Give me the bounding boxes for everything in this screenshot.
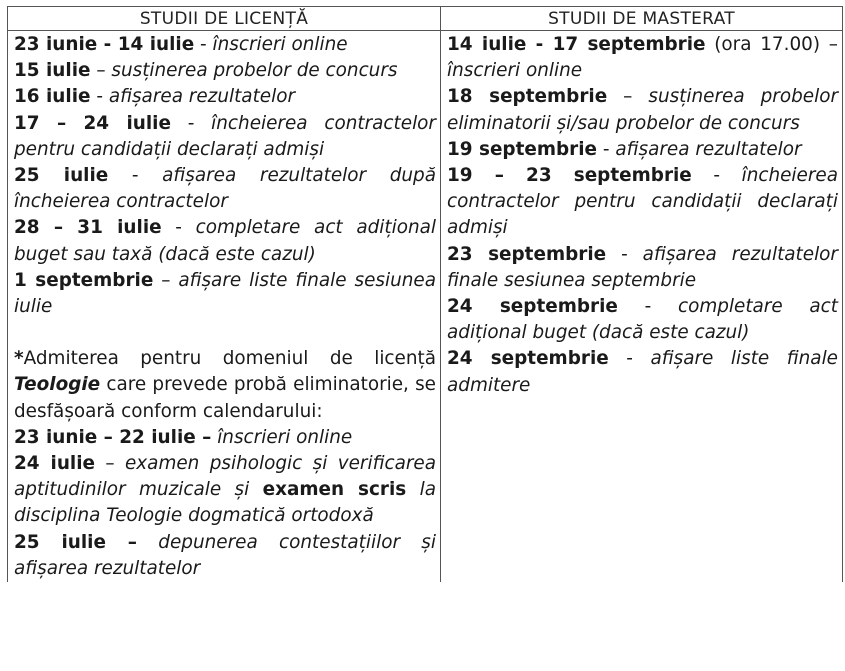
licenta-entry: 17 – 24 iulie - încheierea contractelor pentru candidații declarați admiși [14,112,436,160]
spacer [14,320,436,346]
masterat-column [441,31,843,583]
licenta-entry: 15 iulie – susținerea probelor de concurs [14,60,398,82]
licenta-entry: 25 iulie - afișarea rezultatelor după încheierea contractelor [14,165,436,213]
masterat-entry: 24 septembrie - completare act adițional buget (dacă este cazul) [447,296,838,344]
licenta-entry: 28 – 31 iulie - completare act adițional buget sau taxă (dacă este cazul) [14,217,436,265]
teologie-intro: *Admiterea pentru domeniul de licență Teologie care prevede probă eliminatorie, se desfășoară conform calendarului: [14,348,436,422]
teologie-entry: 25 iulie – depunerea contestațiilor și afișarea rezultatelor [14,531,436,579]
teologie-entry: 23 iunie – 22 iulie – înscrieri online [14,426,353,448]
masterat-entry: 24 septembrie - afișare liste finale admitere [447,348,838,396]
licenta-column [8,31,441,583]
licenta-entry: 23 iunie - 14 iulie - înscrieri online [14,34,348,55]
masterat-entry: 19 septembrie - afișarea rezultatelor [447,138,802,160]
masterat-entry: 18 septembrie – susținerea probelor eliminatorii și/sau probelor de concurs [447,86,839,134]
teologie-entry: 24 iulie – examen psihologic și verificarea aptitudinilor muzicale și examen scris la disciplina Teologie dogmatică ortodoxă [14,453,437,527]
masterat-entry: 19 – 23 septembrie - încheierea contractelor pentru candidații declarați admiși [447,165,838,239]
admission-calendar-table [7,6,843,582]
licenta-entry: 1 septembrie – afișare liste finale sesiunea iulie [14,269,436,318]
header-licenta: STUDII DE LICENȚĂ [8,7,441,31]
masterat-entry: 23 septembrie - afișarea rezultatelor finale sesiunea septembrie [447,243,838,291]
licenta-entry: 16 iulie - afișarea rezultatelor [14,86,296,108]
masterat-entry: 14 iulie - 17 septembrie (ora 17.00) – înscrieri online [447,34,838,82]
header-masterat: STUDII DE MASTERAT [441,7,843,31]
